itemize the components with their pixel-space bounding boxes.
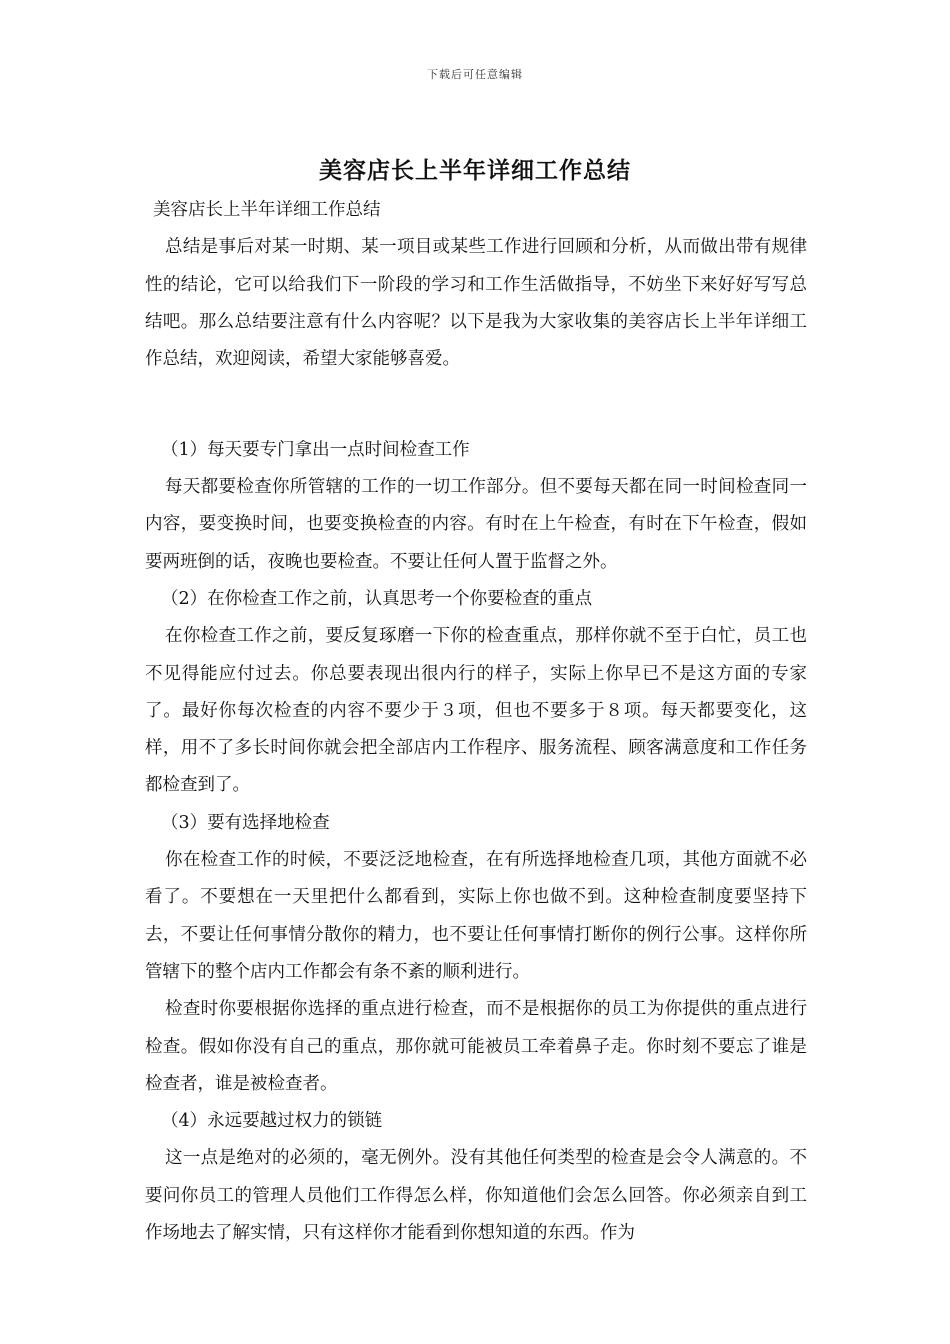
section-2-paragraph-1: 在你检查工作之前，要反复琢磨一下你的检查重点，那样你就不至于白忙，员工也不见得能应付过去。你总要表现出很内行的样子，实际上你早已不是这方面的专家了。最好你每次检查的内容不要少于３项，但也不要多于８项。每天都要变化，这样，用不了多长时间你就会把全部店内工作程序、服务流程、顾客满意度和工作任务都检查到了。	[145, 626, 807, 796]
section-3-paragraph-1: 你在检查工作的时候，不要泛泛地检查，在有所选择地检查几项，其他方面就不必看了。不要想在一天里把什么都看到，实际上你也做不到。这种检查制度要坚持下去，不要让任何事情分散你的精力，也不要让任何事情打断你的例行公事。这样你所管辖下的整个店内工作都会有条不紊的顺利进行。	[145, 850, 807, 982]
intro-paragraph: 总结是事后对某一时期、某一项目或某些工作进行回顾和分析，从而做出带有规律性的结论，它可以给我们下一阶段的学习和工作生活做指导，不妨坐下来好好写写总结吧。那么总结要注意有什么内容呢？以下是我为大家收集的美容店长上半年详细工作总结，欢迎阅读，希望大家能够喜爱。	[145, 237, 807, 370]
section-3-paragraph-2: 检查时你要根据你选择的重点进行检查，而不是根据你的员工为你提供的重点进行检查。假如你没有自己的重点，那你就可能被员工牵着鼻子走。你时刻不要忘了谁是检查者，谁是被检查者。	[145, 999, 807, 1094]
blank-line	[145, 378, 807, 415]
section-heading-2: （2）在你检查工作之前，认真思考一个你要检查的重点	[161, 588, 593, 609]
section-4-paragraph-1: 这一点是绝对的必须的，毫无例外。没有其他任何类型的检查是会令人满意的。不要问你员工的管理人员他们工作得怎么样，你知道他们会怎么回答。你必须亲自到工作场地去了解实情，只有这样你才能看到你想知道的东西。作为	[145, 1148, 807, 1244]
document-body	[145, 192, 807, 1252]
section-heading-4: （4）永远要越过权力的锁链	[161, 1111, 383, 1132]
section-heading-3: （3）要有选择地检查	[161, 812, 330, 833]
page-header-note: 下载后可任意编辑	[427, 68, 523, 81]
section-1-paragraph-1: 每天都要检查你所管辖的工作的一切工作部分。但不要每天都在同一时间检查同一内容，要变换时间，也要变换检查的内容。有时在上午检查，有时在下午检查，假如要两班倒的话，夜晚也要检查。不要让任何人置于监督之外。	[145, 477, 807, 572]
document-subtitle: 美容店长上半年详细工作总结	[153, 200, 381, 220]
document-title: 美容店长上半年详细工作总结	[319, 157, 631, 184]
section-heading-1: （1）每天要专门拿出一点时间检查工作	[161, 439, 470, 460]
